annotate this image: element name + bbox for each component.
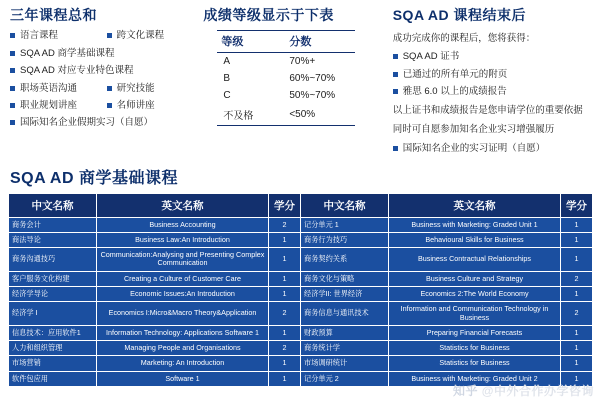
cell-en-left: Managing People and Organisations	[97, 341, 269, 356]
table-row	[217, 104, 355, 126]
list-item	[10, 65, 203, 76]
list-item-label: 雅思 6.0 以上的成绩报告	[402, 86, 507, 98]
cell-credit-right: 1	[561, 232, 593, 247]
bullet-square-icon	[393, 89, 398, 94]
list-item-label: SQA AD 商学基础课程	[20, 47, 115, 59]
cell-cn-right: 财政预算	[301, 325, 389, 340]
list-item-label: 国际知名企业假期实习（自愿）	[20, 117, 154, 129]
list-item-label: SQA AD 对应专业特色课程	[20, 65, 134, 77]
cell-cn-left: 经济学导论	[9, 286, 97, 301]
list-item	[107, 30, 204, 41]
bullet-square-icon	[107, 103, 112, 108]
cell-en-right: Statistics for Business	[389, 356, 561, 371]
list-item	[393, 51, 590, 62]
score-cell: 50%~70%	[289, 90, 336, 102]
score-col-header: 分数	[289, 36, 312, 49]
cell-cn-left: 人力和组织管理	[9, 341, 97, 356]
cell-cn-left: 客户服务文化构建	[9, 271, 97, 286]
cell-cn-right: 商务统计学	[301, 341, 389, 356]
column-right	[393, 8, 590, 161]
grade-cell: C	[223, 90, 231, 102]
list-item	[10, 117, 203, 128]
left-title: 三年课程总和	[10, 7, 97, 23]
cell-cn-left: 商务沟通技巧	[9, 248, 97, 272]
bullet-square-icon	[107, 33, 112, 38]
table-row	[9, 286, 593, 301]
list-item	[393, 86, 590, 97]
right-title: SQA AD 课程结束后	[392, 7, 527, 23]
cell-en-right: Information and Communication Technology in Business	[389, 302, 561, 326]
cell-credit-right: 1	[561, 341, 593, 356]
cell-cn-left: 软件包应用	[9, 371, 97, 386]
list-item-label: SQA AD 证书	[402, 51, 460, 63]
left-bullet-list	[10, 30, 203, 134]
course-table	[8, 193, 593, 387]
cell-credit-right: 2	[561, 302, 593, 326]
cell-en-right: Statistics for Business	[389, 341, 561, 356]
cell-credit-right: 2	[561, 271, 593, 286]
cell-credit-left: 1	[269, 232, 301, 247]
cell-cn-left: 市场营销	[9, 356, 97, 371]
score-cell: 60%~70%	[289, 73, 336, 85]
grade-cell: 不及格	[223, 111, 254, 123]
column-middle	[203, 8, 392, 161]
cell-credit-right: 1	[561, 325, 593, 340]
cell-cn-right: 经济学II: 世界经济	[301, 286, 389, 301]
cell-en-left: Business Accounting	[97, 217, 269, 232]
list-item	[10, 83, 107, 94]
table-row	[217, 70, 355, 87]
list-item	[393, 143, 590, 154]
grade-table-wrapper	[203, 30, 392, 126]
list-item-label: 名师讲座	[116, 99, 155, 111]
table-row	[9, 325, 593, 340]
middle-title: 成绩等级显示于下表	[203, 7, 334, 23]
column-left	[10, 8, 203, 161]
table-row	[9, 232, 593, 247]
bullet-square-icon	[10, 103, 15, 108]
list-item-label: 已通过的所有单元的附页	[402, 68, 508, 80]
cell-cn-right: 记分单元 1	[301, 217, 389, 232]
col-header-en-left: 英文名称	[97, 193, 269, 217]
bullet-square-icon	[393, 146, 398, 151]
cell-credit-right: 1	[561, 371, 593, 386]
watermark-brand: 知乎	[452, 384, 478, 398]
table-row	[9, 341, 593, 356]
bullet-square-icon	[393, 72, 398, 77]
cell-cn-right: 商务契约关系	[301, 248, 389, 272]
list-item-label: 国际知名企业的实习证明（自愿）	[402, 143, 546, 155]
table-row	[9, 217, 593, 232]
bullet-square-icon	[107, 86, 112, 91]
list-item	[107, 100, 204, 111]
cell-cn-right: 市场调研统计	[301, 356, 389, 371]
cell-cn-right: 商务信息与通讯技术	[301, 302, 389, 326]
list-item	[10, 100, 107, 111]
list-item	[107, 83, 204, 94]
cell-en-left: Creating a Culture of Customer Care	[97, 271, 269, 286]
cell-en-left: Software 1	[97, 371, 269, 386]
cell-cn-right: 商务文化与策略	[301, 271, 389, 286]
list-item-label: 职业规划讲座	[20, 99, 78, 111]
cell-credit-left: 1	[269, 271, 301, 286]
bullet-square-icon	[10, 51, 15, 56]
table-row	[217, 87, 355, 104]
bullet-square-icon	[10, 68, 15, 73]
list-item	[10, 48, 203, 59]
cell-credit-left: 2	[269, 302, 301, 326]
cell-en-right: Business with Marketing: Graded Unit 2	[389, 371, 561, 386]
grade-table	[217, 30, 355, 126]
cell-en-right: Economics 2:The World Economy	[389, 286, 561, 301]
cell-en-left: Economics I:Micro&Macro Theory&Application	[97, 302, 269, 326]
table-row	[9, 271, 593, 286]
cell-credit-right: 1	[561, 356, 593, 371]
score-cell: 70%+	[289, 56, 316, 68]
col-header-en-right: 英文名称	[389, 193, 561, 217]
cell-cn-left: 商务会计	[9, 217, 97, 232]
cell-en-right: Business Contractual Relationships	[389, 248, 561, 272]
bullet-square-icon	[10, 120, 15, 125]
cell-cn-left: 商法导论	[9, 232, 97, 247]
table-row	[9, 248, 593, 272]
right-emphasis-1: 以上证书和成绩报告是您申请学位的重要依据	[392, 104, 583, 116]
table-row	[9, 356, 593, 371]
list-item-label: 跨文化课程	[116, 30, 165, 42]
bullet-square-icon	[10, 33, 15, 38]
bullet-square-icon	[393, 54, 398, 59]
grade-cell: A	[223, 56, 230, 68]
cell-en-right: Business Culture and Strategy	[389, 271, 561, 286]
col-header-cn-right: 中文名称	[301, 193, 389, 217]
cell-en-right: Behavioural Skills for Business	[389, 232, 561, 247]
score-cell: <50%	[289, 109, 316, 121]
list-item-label: 职场英语沟通	[20, 82, 78, 94]
col-header-cn-left: 中文名称	[9, 193, 97, 217]
table-row	[217, 53, 355, 71]
table-header-row	[9, 193, 593, 217]
col-header-credit-right: 学分	[561, 193, 593, 217]
cell-credit-right: 1	[561, 248, 593, 272]
cell-cn-left: 信息技术：应用软件1	[9, 325, 97, 340]
cell-credit-left: 1	[269, 248, 301, 272]
col-header-credit-left: 学分	[269, 193, 301, 217]
watermark	[453, 382, 594, 399]
list-item-label: 研究技能	[116, 82, 155, 94]
cell-credit-right: 1	[561, 217, 593, 232]
cell-en-left: Marketing: An Introduction	[97, 356, 269, 371]
cell-cn-right: 商务行为技巧	[301, 232, 389, 247]
cell-credit-left: 2	[269, 341, 301, 356]
cell-en-left: Business Law:An Introduction	[97, 232, 269, 247]
cell-en-left: Economic Issues:An Introduction	[97, 286, 269, 301]
right-bullet-list-2	[393, 143, 590, 154]
cell-cn-right: 记分单元 2	[301, 371, 389, 386]
grade-cell: B	[223, 73, 230, 85]
right-emphasis-2: 同时可自愿参加知名企业实习增强履历	[392, 124, 555, 136]
cell-credit-left: 1	[269, 356, 301, 371]
course-section-title: SQA AD 商学基础课程	[10, 169, 178, 187]
cell-en-left: Communication:Analysing and Presenting Complex Communication	[97, 248, 269, 272]
right-bullet-list	[393, 51, 590, 97]
list-item	[393, 69, 590, 80]
cell-credit-left: 1	[269, 325, 301, 340]
list-item-label: 语言课程	[20, 30, 59, 42]
table-row	[9, 302, 593, 326]
course-table-wrapper	[0, 193, 600, 387]
cell-credit-left: 1	[269, 371, 301, 386]
grade-col-header: 等级	[221, 36, 244, 49]
bullet-square-icon	[10, 86, 15, 91]
watermark-text: @中外合作办学咨询	[481, 384, 594, 398]
cell-credit-left: 1	[269, 286, 301, 301]
top-section	[0, 0, 600, 161]
table-header-row	[217, 31, 355, 53]
cell-credit-left: 2	[269, 217, 301, 232]
cell-credit-right: 1	[561, 286, 593, 301]
cell-en-right: Business with Marketing: Graded Unit 1	[389, 217, 561, 232]
cell-cn-left: 经济学 I	[9, 302, 97, 326]
cell-en-right: Preparing Financial Forecasts	[389, 325, 561, 340]
list-item	[10, 30, 107, 41]
cell-en-left: Information Technology: Applications Software 1	[97, 325, 269, 340]
right-lead-text: 成功完成你的课程后，您将获得：	[392, 33, 536, 45]
